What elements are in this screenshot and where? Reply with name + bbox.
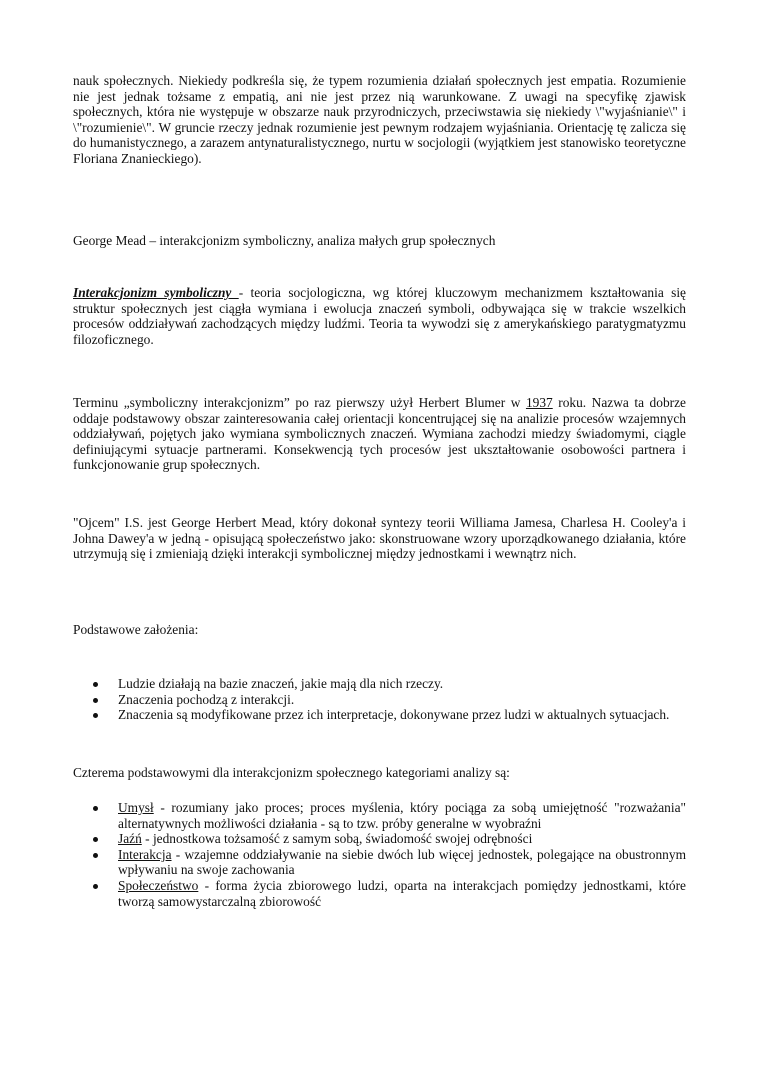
bullet-icon bbox=[93, 884, 98, 889]
category-term: Umysł bbox=[118, 800, 154, 815]
definition-term: Interakcjonizm symboliczny bbox=[73, 285, 239, 300]
definition-text: - teoria socjologiczna, wg której kluczowym mechanizmem kształtowania się struktur społecznych jest ciągła wymiana i ewolucja znaczeń symboli, odbywająca się w trakcie wszelkich procesów oddziaływań zachodzących między ludźmi. Teoria ta wywodzi się z amerykańskiego paratygmatyzmu filozoficznego. bbox=[73, 285, 686, 347]
bullet-icon bbox=[93, 698, 98, 703]
list-item bbox=[73, 831, 686, 847]
category-text: - forma życia zbiorowego ludzi, oparta na interakcjach pomiędzy jednostkami, które tworzą samowystarczalną zbiorowość bbox=[118, 877, 686, 909]
assumption-text: Znaczenia pochodzą z interakcji. bbox=[118, 691, 295, 707]
assumptions-list bbox=[73, 676, 686, 723]
list-item bbox=[73, 847, 686, 878]
category-term: Społeczeństwo bbox=[118, 877, 199, 893]
bullet-icon bbox=[93, 713, 98, 718]
list-item bbox=[73, 676, 686, 692]
category-text: - wzajemne oddziaływanie na siebie dwóch lub więcej jednostek, polegające na obustronnym wpływaniu na swoje zachowania bbox=[118, 846, 686, 878]
heading-george-mead: George Mead – interakcjonizm symboliczny, analiza małych grup społecznych bbox=[73, 233, 496, 248]
paragraph-ojcem: "Ojcem" I.S. jest George Herbert Mead, który dokonał syntezy teorii Williama Jamesa, Charlesa H. Cooley'a i Johna Dawey'a w jedną - opisującą społeczeństwo jako: skonstruowane wzory uporządkowanego działania, które utrzymują się i zmieniają dzięki interakcji symbolicznej między jednostkami i wewnątrz nich. bbox=[73, 515, 686, 562]
paragraph-blumer bbox=[73, 395, 686, 473]
blumer-text-before: Terminu „symboliczny interakcjonizm” po raz pierwszy użył Herbert Blumer w bbox=[73, 395, 526, 410]
list-item bbox=[73, 692, 686, 708]
category-text: - jednostkowa tożsamość z samym sobą, świadomość swojej odrębności bbox=[141, 831, 533, 847]
bullet-icon bbox=[93, 806, 98, 811]
bullet-icon bbox=[93, 837, 98, 842]
bullet-icon bbox=[93, 853, 98, 858]
category-term: Interakcja bbox=[118, 846, 172, 862]
list-item bbox=[73, 878, 686, 909]
category-term: Jaźń bbox=[118, 831, 142, 847]
paragraph-intro: nauk społecznych. Niekiedy podkreśla się, że typem rozumienia działań społecznych jest empatia. Rozumienie nie jest jednak tożsame z empatią, ani nie jest przez nią warunkowane. Z uwagi na specyfikę zjawisk społecznych, która nie występuje w obszarze nauk przyrodniczych, przeciwstawia się niekiedy \"wyjaśnianie\" i \"rozumienie\". W gruncie rzeczy jednak rozumienie jest pewnym rodzajem wyjaśniania. Orientację tę zalicza się do humanistycznego, a zarazem antynaturalistycznego, nurtu w socjologii (wyjątkiem jest stanowisko teoretyczne Floriana Znanieckiego). bbox=[73, 73, 686, 166]
list-item bbox=[73, 800, 686, 831]
assumption-text: Znaczenia są modyfikowane przez ich interpretacje, dokonywane przez ludzi w aktualnych sytuacjach. bbox=[118, 707, 670, 723]
categories-heading: Czterema podstawowymi dla interakcjonizm społecznego kategoriami analizy są: bbox=[73, 765, 510, 780]
year-1937-link[interactable]: 1937 bbox=[525, 395, 553, 410]
category-text: - rozumiany jako proces; proces myślenia, który pociąga za sobą umiejętność "rozważania" alternatywnych możliwości działania - są to tzw. próby generalne w wyobraźni bbox=[118, 800, 686, 831]
blumer-text-after: roku. Nazwa ta dobrze oddaje podstawowy obszar zainteresowania całej orientacji koncentrującej się na analizie procesów wzajemnych oddziaływań, pojętych jako wymiana symbolicznych znaczeń. Wymiana zachodzi miedzy świadomymi, ciągle definiującymi sytuacje partnerami. Konsekwencją tych procesów jest ukształtowanie osobowości partnera i funkcjonowanie grup społecznych. bbox=[73, 395, 686, 473]
categories-list bbox=[73, 800, 686, 909]
assumption-text: Ludzie działają na bazie znaczeń, jakie mają dla nich rzeczy. bbox=[118, 676, 444, 691]
list-item bbox=[73, 707, 686, 723]
paragraph-definition bbox=[73, 285, 686, 347]
bullet-icon bbox=[93, 682, 98, 687]
assumptions-heading: Podstawowe założenia: bbox=[73, 622, 199, 637]
